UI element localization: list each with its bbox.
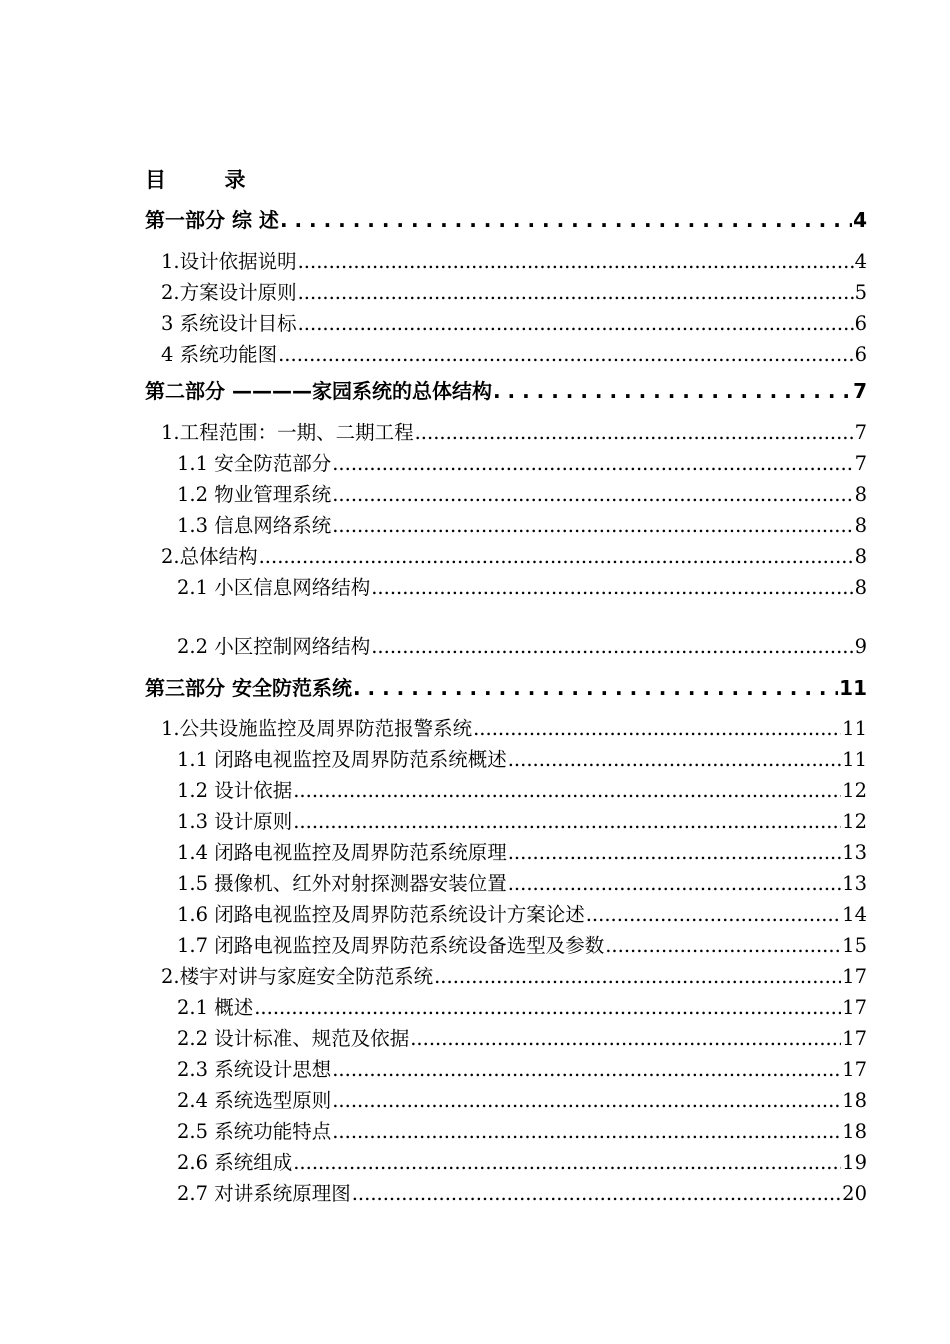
toc-entry[interactable] bbox=[145, 1116, 867, 1144]
toc-dot-leader bbox=[434, 965, 841, 988]
toc-entry-label: 1.5 摄像机、红外对射探测器安装位置 bbox=[177, 872, 507, 895]
toc-dot-leader bbox=[259, 545, 854, 568]
toc-dot-leader bbox=[508, 841, 841, 864]
toc-entry-page-number: 8 bbox=[854, 576, 867, 599]
toc-dot-leader bbox=[508, 872, 841, 895]
toc-entry-label: 1.7 闭路电视监控及周界防范系统设备选型及参数 bbox=[177, 934, 605, 957]
toc-entry-page-number: 7 bbox=[854, 421, 867, 444]
toc-entry-label: 4 系统功能图 bbox=[161, 343, 278, 366]
toc-dot-leader bbox=[254, 996, 841, 1019]
toc-dot-leader bbox=[493, 379, 852, 403]
toc-entry-page-number: 14 bbox=[842, 903, 867, 926]
toc-entry-page-number: 7 bbox=[853, 379, 867, 403]
toc-entry-label: 3 系统设计目标 bbox=[161, 312, 297, 335]
toc-dot-leader bbox=[415, 421, 854, 444]
toc-entry[interactable] bbox=[145, 1178, 867, 1206]
toc-entry-label: 2.7 对讲系统原理图 bbox=[177, 1182, 351, 1205]
toc-entry-page-number: 15 bbox=[842, 934, 867, 957]
toc-entry[interactable] bbox=[145, 510, 867, 538]
toc-entry-label: 1.公共设施监控及周界防范报警系统 bbox=[161, 717, 473, 740]
toc-entry[interactable] bbox=[145, 1023, 867, 1051]
toc-entry[interactable] bbox=[145, 992, 867, 1020]
toc-entry-label: 1.4 闭路电视监控及周界防范系统原理 bbox=[177, 841, 507, 864]
toc-entry[interactable] bbox=[145, 479, 867, 507]
toc-entry[interactable] bbox=[145, 417, 867, 445]
toc-dot-leader bbox=[332, 452, 853, 475]
toc-entry-label: 1.3 设计原则 bbox=[177, 810, 293, 833]
toc-entry-label: 2.总体结构 bbox=[161, 545, 258, 568]
toc-entry-page-number: 18 bbox=[842, 1089, 867, 1112]
toc-entry-label: 2.1 概述 bbox=[177, 996, 254, 1019]
toc-entry[interactable] bbox=[145, 308, 867, 336]
toc-entry-label: 1.工程范围：一期、二期工程 bbox=[161, 421, 414, 444]
toc-entry-label: 2.2 设计标准、规范及依据 bbox=[177, 1027, 410, 1050]
toc-entry-label: 1.6 闭路电视监控及周界防范系统设计方案论述 bbox=[177, 903, 585, 926]
toc-entry-page-number: 17 bbox=[842, 965, 867, 988]
toc-entry[interactable] bbox=[145, 339, 867, 367]
toc-entry[interactable] bbox=[145, 541, 867, 569]
toc-entry-page-number: 8 bbox=[854, 514, 867, 537]
toc-entry-page-number: 17 bbox=[842, 1058, 867, 1081]
toc-entry[interactable] bbox=[145, 961, 867, 989]
toc-entry-page-number: 17 bbox=[842, 996, 867, 1019]
toc-entry[interactable] bbox=[145, 930, 867, 958]
toc-dot-leader bbox=[352, 1182, 841, 1205]
toc-entry-page-number: 11 bbox=[839, 676, 867, 700]
toc-entry[interactable] bbox=[145, 899, 867, 927]
toc-entry-page-number: 12 bbox=[842, 779, 867, 802]
toc-entry-page-number: 18 bbox=[842, 1120, 867, 1143]
toc-entry-page-number: 20 bbox=[842, 1182, 867, 1205]
toc-dot-leader bbox=[332, 1058, 841, 1081]
toc-entry-page-number: 8 bbox=[854, 545, 867, 568]
toc-entry-label: 第三部分 安全防范系统 bbox=[145, 676, 352, 700]
toc-entry[interactable] bbox=[145, 1147, 867, 1175]
toc-entry-label: 1.1 安全防范部分 bbox=[177, 452, 332, 475]
toc-entry[interactable] bbox=[145, 713, 867, 741]
toc-entry-label: 第一部分 综 述 bbox=[145, 208, 279, 232]
toc-dot-leader bbox=[293, 1151, 841, 1174]
toc-dot-leader bbox=[508, 748, 841, 771]
toc-entry-label: 2.3 系统设计思想 bbox=[177, 1058, 332, 1081]
toc-entry-label: 2.5 系统功能特点 bbox=[177, 1120, 332, 1143]
toc-entry-page-number: 7 bbox=[854, 452, 867, 475]
toc-dot-leader bbox=[371, 635, 853, 658]
toc-entry-label: 2.1 小区信息网络结构 bbox=[177, 576, 371, 599]
toc-entry-page-number: 19 bbox=[842, 1151, 867, 1174]
toc-entry-label: 1.设计依据说明 bbox=[161, 250, 297, 273]
toc-entry[interactable] bbox=[145, 1054, 867, 1082]
toc-entry-page-number: 5 bbox=[854, 281, 867, 304]
toc-dot-leader bbox=[473, 717, 841, 740]
toc-entry-page-number: 11 bbox=[842, 748, 867, 771]
toc-entry[interactable] bbox=[145, 672, 867, 701]
toc-dot-leader bbox=[332, 1120, 841, 1143]
toc-entry[interactable] bbox=[145, 246, 867, 274]
toc-entry-page-number: 6 bbox=[854, 312, 867, 335]
toc-dot-leader bbox=[410, 1027, 841, 1050]
toc-entry-label: 1.3 信息网络系统 bbox=[177, 514, 332, 537]
toc-entry[interactable] bbox=[145, 868, 867, 896]
toc-entry-page-number: 4 bbox=[853, 208, 867, 232]
toc-entry-page-number: 12 bbox=[842, 810, 867, 833]
toc-dot-leader bbox=[298, 281, 854, 304]
toc-dot-leader bbox=[353, 676, 838, 700]
toc-dot-leader bbox=[293, 810, 841, 833]
toc-entry[interactable] bbox=[145, 744, 867, 772]
toc-entry-page-number: 17 bbox=[842, 1027, 867, 1050]
toc-entry-page-number: 9 bbox=[854, 635, 867, 658]
toc-entry[interactable] bbox=[145, 277, 867, 305]
toc-dot-leader bbox=[298, 250, 854, 273]
toc-entry[interactable] bbox=[145, 572, 867, 600]
toc-entry[interactable] bbox=[145, 204, 867, 233]
toc-entry[interactable] bbox=[145, 775, 867, 803]
toc-entry-label: 1.2 物业管理系统 bbox=[177, 483, 332, 506]
toc-entry-label: 第二部分 ————家园系统的总体结构 bbox=[145, 379, 492, 403]
toc-entry-label: 2.楼宇对讲与家庭安全防范系统 bbox=[161, 965, 434, 988]
toc-entry-page-number: 13 bbox=[842, 872, 867, 895]
toc-entry[interactable] bbox=[145, 837, 867, 865]
toc-dot-leader bbox=[280, 208, 852, 232]
toc-dot-leader bbox=[298, 312, 854, 335]
toc-dot-leader bbox=[586, 903, 841, 926]
toc-title: 目 录 bbox=[145, 168, 246, 192]
toc-entry-page-number: 8 bbox=[854, 483, 867, 506]
toc-dot-leader bbox=[371, 576, 853, 599]
toc-entry[interactable] bbox=[145, 375, 867, 404]
toc-entry-page-number: 4 bbox=[854, 250, 867, 273]
toc-entry[interactable] bbox=[145, 631, 867, 659]
toc-entry-label: 1.1 闭路电视监控及周界防范系统概述 bbox=[177, 748, 507, 771]
toc-dot-leader bbox=[278, 343, 853, 366]
toc-dot-leader bbox=[332, 514, 853, 537]
toc-entry-label: 1.2 设计依据 bbox=[177, 779, 293, 802]
toc-entry-page-number: 13 bbox=[842, 841, 867, 864]
toc-dot-leader bbox=[293, 779, 841, 802]
toc-entry-page-number: 6 bbox=[854, 343, 867, 366]
toc-entry-label: 2.6 系统组成 bbox=[177, 1151, 293, 1174]
toc-entry-page-number: 11 bbox=[842, 717, 867, 740]
toc-dot-leader bbox=[332, 483, 853, 506]
toc-entry-label: 2.方案设计原则 bbox=[161, 281, 297, 304]
toc-entry[interactable] bbox=[145, 448, 867, 476]
toc-entry[interactable] bbox=[145, 806, 867, 834]
toc-dot-leader bbox=[332, 1089, 841, 1112]
toc-dot-leader bbox=[605, 934, 841, 957]
toc-entry-label: 2.2 小区控制网络结构 bbox=[177, 635, 371, 658]
toc-entry[interactable] bbox=[145, 1085, 867, 1113]
toc-entry-label: 2.4 系统选型原则 bbox=[177, 1089, 332, 1112]
